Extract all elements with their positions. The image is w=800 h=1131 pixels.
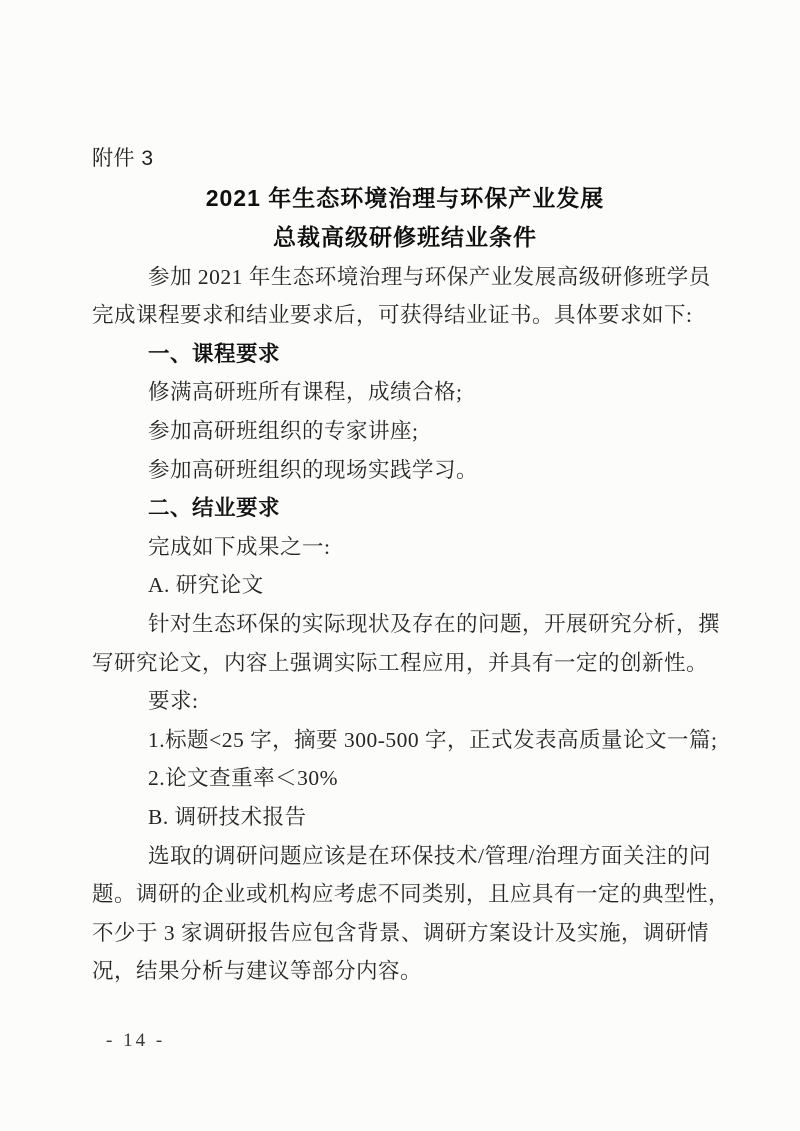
page-number: - 14 -: [106, 1029, 166, 1051]
course-req-1: 修满高研班所有课程，成绩合格;: [148, 380, 463, 405]
requirement-2: 2.论文查重率＜30%: [148, 766, 339, 791]
document-lines: [92, 140, 731, 1060]
attachment-label: 附件 3: [92, 147, 154, 170]
option-b-line-2: 题。调研的企业或机构应考虑不同类别，且应具有一定的典型性，: [92, 882, 731, 907]
section-2-heading: 二、结业要求: [148, 496, 281, 521]
doc-title-line-1: 2021 年生态环境治理与环保产业发展: [205, 184, 605, 211]
option-b-line-1: 选取的调研问题应该是在环保技术/管理/治理方面关注的问: [148, 843, 711, 868]
course-req-3: 参加高研班组织的现场实践学习。: [148, 457, 479, 482]
option-b-heading: B. 调研技术报告: [148, 804, 307, 829]
option-b-line-3: 不少于 3 家调研报告应包含背景、调研方案设计及实施，调研情: [92, 920, 710, 945]
doc-title-line-2: 总裁高级研修班结业条件: [273, 224, 537, 251]
option-a-line-1: 针对生态环保的实际现状及存在的问题，开展研究分析，撰: [148, 611, 721, 636]
course-req-2: 参加高研班组织的专家讲座;: [148, 418, 419, 443]
option-a-line-2: 写研究论文，内容上强调实际工程应用，并具有一定的创新性。: [92, 650, 709, 675]
grad-req-intro: 完成如下成果之一:: [148, 534, 331, 559]
section-1-heading: 一、课程要求: [148, 341, 281, 366]
intro-line-1: 参加 2021 年生态环境治理与环保产业发展高级研修班学员: [148, 264, 711, 289]
requirements-label: 要求:: [148, 689, 199, 714]
option-b-line-4: 况，结果分析与建议等部分内容。: [92, 959, 423, 984]
requirement-1: 1.标题<25 字，摘要 300-500 字，正式发表高质量论文一篇;: [148, 727, 718, 752]
option-a-heading: A. 研究论文: [148, 573, 264, 598]
intro-line-2: 完成课程要求和结业要求后，可获得结业证书。具体要求如下:: [92, 303, 693, 328]
